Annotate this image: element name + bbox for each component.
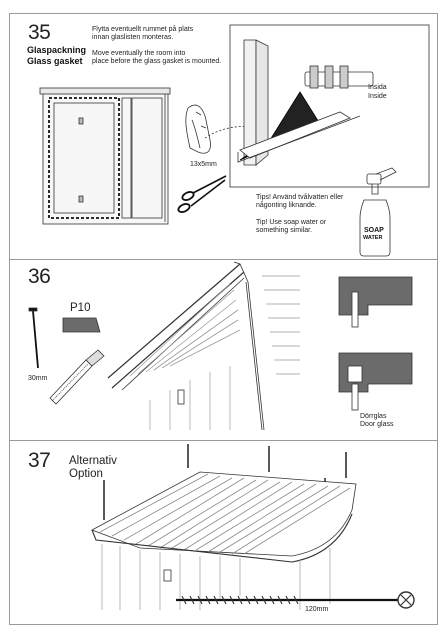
step-number-35: 35: [28, 21, 51, 44]
note-en-line-1: Move eventually the room into: [92, 50, 186, 57]
screw-length-label: 120mm: [305, 606, 329, 613]
tip-en-line-2: something similar.: [256, 227, 313, 234]
tip-sv-line-1: Tips! Använd tvålvatten eller: [256, 194, 344, 201]
option-label-en: Option: [69, 468, 103, 480]
nail-length-label: 30mm: [28, 375, 48, 382]
wall-panel-with-window-drawing: [40, 88, 170, 224]
glazing-bead-p10-profile: [63, 318, 100, 332]
nail-30mm-icon: [29, 308, 38, 368]
inside-label-en: Inside: [368, 93, 387, 100]
soap-label: SOAP: [364, 227, 384, 234]
inside-label-sv: Insida: [368, 84, 387, 91]
tip-en-line-1: Tip! Use soap water or: [256, 219, 327, 226]
long-screw-120mm-icon: [176, 592, 414, 608]
alternative-label-sv: Alternativ: [69, 455, 117, 467]
note-en-line-2: place before the glass gasket is mounted.: [92, 58, 222, 65]
gasket-size-label: 13x5mm: [190, 161, 217, 168]
roof-gable-drawing: [108, 262, 300, 430]
door-glass-profile-detail: [339, 277, 412, 410]
water-label: WATER: [363, 235, 383, 241]
tip-sv-line-2: någonting liknande.: [256, 202, 317, 209]
title-glaspackning: Glaspackning: [27, 45, 87, 55]
note-sv-line-2: innan glaslisten monteras.: [92, 34, 174, 41]
step-number-37: 37: [28, 449, 51, 472]
door-glass-label-sv: Dörrglas: [360, 413, 387, 420]
title-glass-gasket: Glass gasket: [27, 56, 83, 66]
window-detail-box: [230, 25, 429, 187]
handsaw-icon: [50, 350, 104, 404]
scissors-icon: [177, 176, 226, 214]
flat-roof-shed-drawing: [92, 472, 356, 610]
step-number-36: 36: [28, 265, 51, 288]
part-code-p10: P10: [70, 302, 91, 314]
note-sv-line-1: Flytta eventuellt rummet på plats: [92, 26, 194, 33]
soap-water-bottle-icon: [360, 168, 396, 256]
door-glass-label-en: Door glass: [360, 421, 394, 428]
